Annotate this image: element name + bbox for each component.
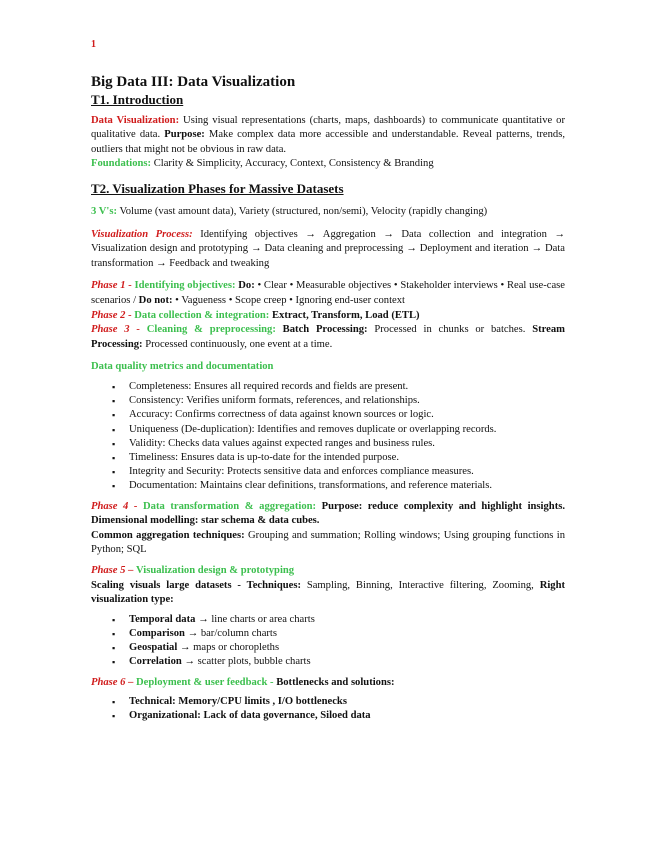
phase2-title: Data collection & integration: bbox=[134, 309, 270, 321]
list-item: ▪ Timeliness: Ensures data is up-to-date for the intended purpose. bbox=[129, 451, 565, 465]
phase1-text2: • Vagueness • Scope creep • Ignoring end-user context bbox=[172, 294, 405, 306]
list-item: ▪ Documentation: Maintains clear definitions, transformations, and reference materials. bbox=[129, 479, 565, 493]
bottleneck-list bbox=[91, 695, 565, 723]
foundations-paragraph bbox=[91, 157, 565, 172]
phase5-right-label: Right visualization type: bbox=[91, 579, 565, 606]
item-text: → bar/column charts bbox=[184, 627, 278, 639]
document-title: Big Data III: Data Visualization bbox=[91, 73, 296, 90]
phase4-common-paragraph bbox=[91, 529, 565, 558]
phase3-stream-text: Processed continuously, one event at a time. bbox=[142, 338, 333, 350]
item-label: Correlation bbox=[129, 656, 182, 668]
phase4-label: Phase 4 - bbox=[91, 500, 144, 512]
phase6-label: Phase 6 – bbox=[91, 676, 137, 688]
list-item: ▪ Completeness: Ensures all required records and fields are present. bbox=[129, 380, 565, 394]
section-heading-phases: T2. Visualization Phases for Massive Datasets bbox=[91, 180, 344, 196]
phase1-do: Do: bbox=[235, 280, 255, 292]
phase4-common-label: Common aggregation techniques: bbox=[91, 529, 245, 541]
three-vs-paragraph bbox=[91, 205, 565, 220]
process-paragraph bbox=[91, 228, 565, 272]
list-item bbox=[129, 655, 565, 669]
item-text: → scatter plots, bubble charts bbox=[181, 656, 311, 668]
item-text: Lack of data governance, Siloed data bbox=[200, 710, 371, 722]
list-item: ▪ Integrity and Security: Protects sensitive data and enforces compliance measures. bbox=[129, 465, 565, 479]
three-vs-text: Volume (vast amount data), Variety (structured, non/semi), Velocity (rapidly changing) bbox=[117, 205, 488, 217]
phase5-scaling-label: Scaling visuals large datasets - Techniques: bbox=[91, 579, 301, 591]
list-item bbox=[129, 695, 565, 709]
phase6-text: Bottlenecks and solutions: bbox=[276, 676, 395, 688]
phase5-scaling-text: Sampling, Binning, Interactive filtering, Zooming, bbox=[300, 579, 540, 591]
phase4-common-text: Grouping and summation; Rolling windows; Using grouping functions in Python; SQL bbox=[91, 529, 566, 556]
section-heading-introduction: T1. Introduction bbox=[91, 91, 184, 107]
phase3-label: Phase 3 - bbox=[91, 324, 147, 336]
list-item bbox=[129, 613, 565, 627]
phase4-purpose-label: Purpose: bbox=[316, 500, 363, 512]
item-text: → line charts or area charts bbox=[195, 613, 315, 625]
phase5-title: Visualization design & prototyping bbox=[136, 564, 295, 576]
process-label: Visualization Process: bbox=[91, 228, 193, 240]
three-vs-label: 3 V's: bbox=[91, 205, 117, 217]
phase3-paragraph bbox=[91, 323, 565, 352]
phase4-title: Data transformation & aggregation: bbox=[143, 500, 317, 512]
phase2-text: Extract, Transform, Load (ETL) bbox=[269, 309, 420, 321]
item-text: Memory/CPU limits , I/O bottlenecks bbox=[175, 696, 347, 708]
purpose-text: Make complex data more accessible and understandable. Reveal patterns, trends, outliers that might not be obvious in raw data. bbox=[91, 129, 565, 155]
page-number: 1 bbox=[91, 39, 96, 50]
item-label: Technical: bbox=[129, 696, 176, 708]
phase6-title: Deployment & user feedback - bbox=[136, 676, 277, 688]
item-label: Organizational: bbox=[129, 710, 201, 722]
list-item bbox=[129, 627, 565, 641]
list-item: ▪ Validity: Checks data values against expected ranges and business rules. bbox=[129, 437, 565, 451]
phase3-title: Cleaning & preprocessing: bbox=[146, 324, 276, 336]
phase3-stream-label: Stream Processing: bbox=[91, 324, 565, 350]
phase1-dont: Do not: bbox=[138, 294, 173, 306]
phase1-label: Phase 1 - bbox=[91, 280, 135, 292]
phase1-text: • Clear • Measurable objectives • Stakeholder interviews • Real use-case scenarios / bbox=[91, 280, 565, 306]
item-text: → maps or choropleths bbox=[177, 642, 280, 654]
phase1-title: Identifying objectives: bbox=[134, 280, 236, 292]
list-item bbox=[129, 709, 565, 723]
item-label: Comparison bbox=[129, 627, 185, 639]
list-item: ▪ Uniqueness (De-duplication): Identifies and removes duplicate or overlapping records. bbox=[129, 423, 565, 437]
quality-heading: Data quality metrics and documentation bbox=[91, 361, 274, 373]
process-text: Identifying objectives → Aggregation → Data collection and integration → Visualization design and prototyping → Data cleaning and preprocessing → Deployment and iteration → Data transformation → Feedback and tweaking bbox=[91, 228, 565, 269]
definition-paragraph bbox=[91, 114, 565, 158]
list-item bbox=[129, 641, 565, 655]
quality-list bbox=[91, 380, 565, 494]
item-label: Temporal data bbox=[129, 613, 196, 625]
phase1-paragraph bbox=[91, 279, 565, 308]
phase3-batch-text: Processed in chunks or batches. bbox=[367, 324, 526, 336]
phase5-label: Phase 5 – bbox=[91, 564, 137, 576]
definition-label: Data Visualization: bbox=[91, 114, 180, 126]
phase4-paragraph bbox=[91, 500, 565, 529]
phase3-batch-label: Batch Processing: bbox=[275, 324, 368, 336]
list-item: ▪ Consistency: Verifies uniform formats, references, and relationships. bbox=[129, 394, 565, 408]
phase5-paragraph bbox=[91, 579, 565, 608]
foundations-text: Clarity & Simplicity, Accuracy, Context, Consistency & Branding bbox=[151, 158, 434, 170]
purpose-label: Purpose: bbox=[164, 129, 205, 141]
phase2-paragraph bbox=[91, 309, 565, 324]
foundations-label: Foundations: bbox=[91, 158, 152, 170]
list-item: ▪ Accuracy: Confirms correctness of data against known sources or logic. bbox=[129, 408, 565, 422]
phase4-text: reduce complexity and highlight insights. Dimensional modelling: star schema & data cubes. bbox=[91, 500, 565, 527]
item-label: Geospatial bbox=[129, 642, 178, 654]
document-page bbox=[91, 38, 565, 730]
visualization-type-list bbox=[91, 613, 565, 670]
phase6-paragraph bbox=[91, 676, 565, 691]
definition-text: Using visual representations (charts, maps, dashboards) to communicate quantitative or qualitative data. bbox=[91, 114, 565, 141]
phase5-heading bbox=[91, 564, 565, 579]
phase2-label: Phase 2 - bbox=[91, 309, 135, 321]
